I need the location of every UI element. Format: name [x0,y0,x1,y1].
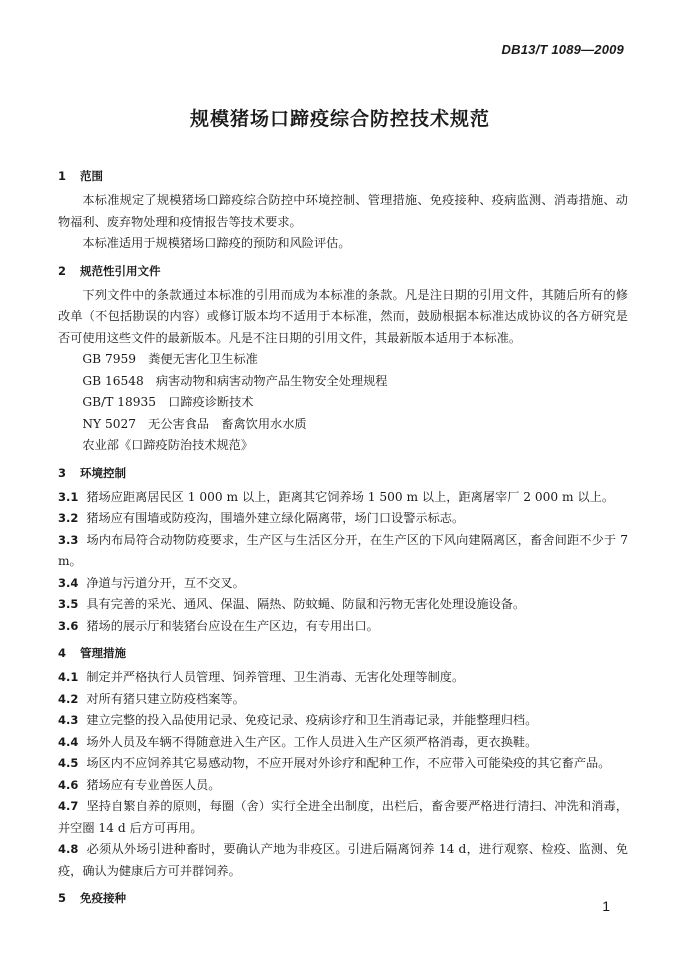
section-title: 范围 [80,169,104,183]
clause [58,530,628,573]
section-title: 管理措施 [80,646,127,660]
paragraph: 本标准规定了规模猪场口蹄疫综合防控中环境控制、管理措施、免疫接种、疫病监测、消毒措施、动物福利、废弃物处理和疫情报告等技术要求。 [58,193,628,229]
section-number: 2 [58,263,67,278]
clause-number: 3.3 [58,532,79,547]
section-title: 免疫接种 [80,891,127,905]
section-heading [58,882,628,912]
reference-item: GB 16548 病害动物和病害动物产品生物安全处理规程 [82,373,388,388]
clause [58,594,628,616]
clause-text: 猪场应有围墙或防疫沟，围墙外建立绿化隔离带，场门口设警示标志。 [86,511,465,525]
clause-number: 3.6 [58,618,79,633]
section-number: 5 [58,891,67,905]
section-title: 规范性引用文件 [80,263,161,278]
clause-number: 4.4 [58,734,79,749]
section-heading [58,637,628,667]
section-heading [58,160,628,190]
clause-text: 场区内不应饲养其它易感动物，不应开展对外诊疗和配种工作，不应带入可能染疫的其它畜产品。 [86,756,611,770]
clause-text: 制定并严格执行人员管理、饲养管理、卫生消毒、无害化处理等制度。 [86,670,465,684]
clause [58,616,628,638]
document-title: 规模猪场口蹄疫综合防控技术规范 [189,108,490,130]
section-number: 1 [58,169,67,183]
clause [58,796,628,839]
clause [58,732,628,754]
clause-text: 场内布局符合动物防疫要求，生产区与生活区分开，在生产区的下风向建隔离区，畜舍间距不少于 7 m。 [58,532,628,568]
paragraph: 本标准适用于规模猪场口蹄疫的预防和风险评估。 [82,236,351,250]
reference-item: GB 7959 粪便无害化卫生标准 [82,352,258,366]
reference-item: 农业部《口蹄疫防治技术规范》 [82,438,254,452]
section-number: 4 [58,646,67,660]
section-number: 3 [58,465,67,480]
clause-number: 4.2 [58,691,79,706]
clause-number: 3.2 [58,511,79,525]
clause [58,839,628,882]
clause [58,753,628,775]
reference-item: NY 5027 无公害食品 畜禽饮用水水质 [82,416,307,431]
clause [58,710,628,732]
clause-number: 3.4 [58,575,79,590]
clause-number: 4.3 [58,713,79,727]
clause-number: 4.1 [58,670,79,684]
clause-text: 具有完善的采光、通风、保温、隔热、防蚊蝇、防鼠和污物无害化处理设施设备。 [86,597,526,611]
clause-number: 3.5 [58,597,79,611]
paragraph: 下列文件中的条款通过本标准的引用而成为本标准的条款。凡是注日期的引用文件，其随后所有的修改单（不包括勘误的内容）或修订版本均不适用于本标准，然而，鼓励根据本标准达成协议的各方研究是否可使用这些文件的最新版本。凡是不注日期的引用文件，其最新版本适用于本标准。 [58,287,628,345]
clause-text: 猪场应有专业兽医人员。 [86,777,221,792]
clause-text: 对所有猪只建立防疫档案等。 [86,691,245,706]
section-heading [58,457,628,487]
clause-text: 净道与污道分开，互不交叉。 [86,575,245,590]
standard-code: DB13/T 1089—2009 [501,42,624,57]
clause-number: 4.7 [58,799,79,813]
clause-number: 3.1 [58,489,79,504]
clause [58,487,628,509]
clause-number: 4.6 [58,777,79,792]
clause [58,667,628,689]
clause [58,689,628,711]
section-title: 环境控制 [80,465,127,480]
clause [58,573,628,595]
reference-item: GB/T 18935 口蹄疫诊断技术 [82,395,254,409]
clause-number: 4.5 [58,756,79,770]
section-heading [58,255,628,285]
clause-text: 建立完整的投入品使用记录、免疫记录、疫病诊疗和卫生消毒记录，并能整理归档。 [86,713,538,727]
clause [58,508,628,530]
clause [58,775,628,797]
clause-text: 必须从外场引进种畜时，要确认产地为非疫区。引进后隔离饲养 14 d，进行观察、检疫、监测、免疫，确认为健康后方可并群饲养。 [58,842,628,878]
clause-text: 场外人员及车辆不得随意进入生产区。工作人员进入生产区须严格消毒，更衣换鞋。 [86,734,538,749]
page-number: 1 [602,898,610,914]
clause-text: 猪场应距离居民区 1 000 m 以上，距离其它饲养场 1 500 m 以上，距离屠宰厂 2 000 m 以上。 [86,489,615,504]
clause-text: 坚持自繁自养的原则，每圈（舍）实行全进全出制度，出栏后，畜舍要严格进行清扫、冲洗和消毒，并空圈 14 d 后方可再用。 [58,799,628,835]
clause-text: 猪场的展示厅和装猪台应设在生产区边，有专用出口。 [86,618,379,633]
clause-number: 4.8 [58,842,79,856]
document-body [58,160,628,912]
